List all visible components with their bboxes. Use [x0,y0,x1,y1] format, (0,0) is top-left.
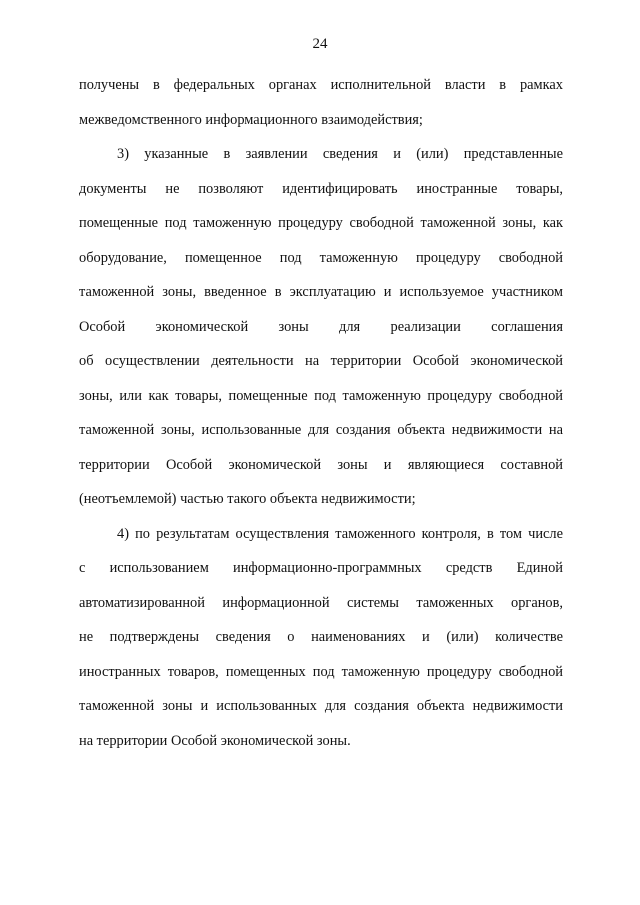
paragraph-2-line-8: зоны, или как товары, помещенные под таможенную процедуру свободной [79,387,563,404]
document-body [79,73,563,763]
paragraph-1-line-2: межведомственного информационного взаимодействия; [79,111,423,128]
paragraph-2-line-7: об осуществлении деятельности на территории Особой экономической [79,353,563,369]
page-number: 24 [312,36,328,52]
paragraph-2-line-9: таможенной зоны, использованные для создания объекта недвижимости на [79,422,563,438]
paragraph-3-line-6: таможенной зоны и использованных для создания объекта недвижимости [79,698,563,714]
paragraph-2-line-5: таможенной зоны, введенное в эксплуатацию и используемое участником [79,284,563,300]
paragraph-3-line-3: автоматизированной информационной системы таможенных органов, [79,594,563,611]
paragraph-3-line-2: с использованием информационно-программных средств Единой [79,560,563,576]
paragraph-3-line-4: не подтверждены сведения о наименованиях и (или) количестве [79,629,563,645]
paragraph-2-line-11: (неотъемлемой) частью такого объекта недвижимости; [79,491,416,507]
paragraph-2-line-4: оборудование, помещенное под таможенную процедуру свободной [79,249,563,266]
paragraph-2-line-10: территории Особой экономической зоны и являющиеся составной [79,456,563,473]
paragraph-3-line-7: на территории Особой экономической зоны. [79,732,351,749]
paragraph-2-line-2: документы не позволяют идентифицировать иностранные товары, [79,180,563,197]
paragraph-3-line-5: иностранных товаров, помещенных под таможенную процедуру свободной [79,663,563,680]
paragraph-1-line-1: получены в федеральных органах исполнительной власти в рамках [79,77,563,93]
paragraph-2-line-3: помещенные под таможенную процедуру свободной таможенной зоны, как [79,215,563,231]
paragraph-2-line-1: 3) указанные в заявлении сведения и (или) представленные [117,146,563,162]
paragraph-2-line-6: Особой экономической зоны для реализации соглашения [79,318,563,335]
paragraph-3-line-1: 4) по результатам осуществления таможенного контроля, в том числе [117,525,563,542]
